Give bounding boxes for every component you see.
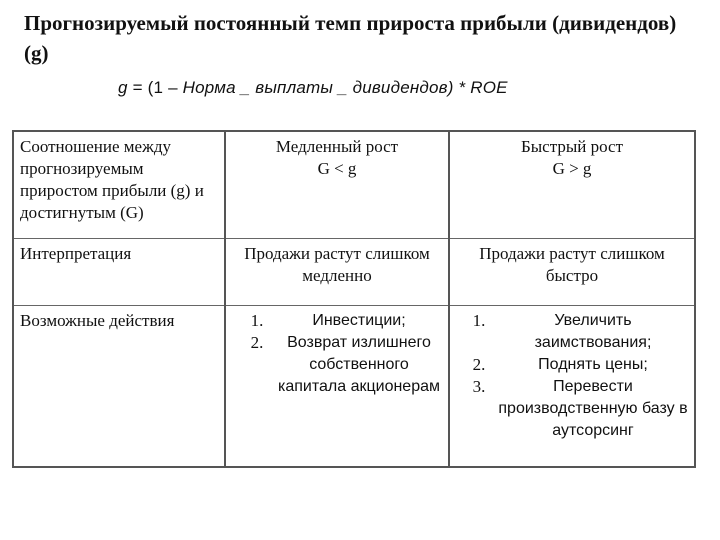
actions-fast-list xyxy=(449,306,695,468)
list-number: 1. xyxy=(250,311,264,330)
page-title: Прогнозируемый постоянный темп прироста прибыли (дивидендов) (g) xyxy=(24,11,677,65)
growth-formula xyxy=(118,78,508,98)
list-text: Увеличить заимствования; xyxy=(534,312,652,351)
list-item xyxy=(456,376,688,442)
formula-term: Норма _ выплаты _ дивидендов xyxy=(182,78,448,97)
table-row xyxy=(13,131,695,239)
list-item xyxy=(232,310,442,332)
fast-growth-condition: G > g xyxy=(552,159,592,178)
header-relation-cell: Соотношение между прогнозируемым приростом прибыли (g) и достигнутым (G) xyxy=(13,131,225,239)
growth-comparison-table xyxy=(12,130,696,468)
slow-growth-label: Медленный рост xyxy=(275,137,399,156)
list-number: 2. xyxy=(472,355,486,374)
formula-equals: = (1 – xyxy=(127,78,183,97)
interpretation-slow: Продажи растут слишком медленно xyxy=(225,239,449,306)
list-number: 1. xyxy=(472,311,486,330)
list-item xyxy=(232,332,442,398)
interpretation-label: Интерпретация xyxy=(13,239,225,306)
list-text: Инвестиции; xyxy=(312,312,406,329)
list-item xyxy=(456,354,688,376)
formula-variable: g xyxy=(118,78,128,97)
slow-growth-condition: G < g xyxy=(317,159,357,178)
list-text: Возврат излишнего собственного капитала акционерам xyxy=(277,334,440,395)
table-row xyxy=(13,306,695,468)
actions-label: Возможные действия xyxy=(13,306,225,468)
actions-slow-list xyxy=(225,306,449,468)
header-slow-cell xyxy=(225,131,449,239)
list-item xyxy=(456,310,688,354)
list-number: 3. xyxy=(472,377,486,396)
fast-growth-label: Быстрый рост xyxy=(520,137,624,156)
interpretation-fast: Продажи растут слишком быстро xyxy=(479,244,665,285)
list-number: 2. xyxy=(250,333,264,352)
list-text: Перевести производственную базу в аутсорсинг xyxy=(498,378,688,439)
table-row xyxy=(13,239,695,306)
header-fast-cell xyxy=(449,131,695,239)
list-text: Поднять цены; xyxy=(538,356,648,373)
formula-tail: ) * ROE xyxy=(447,78,508,97)
